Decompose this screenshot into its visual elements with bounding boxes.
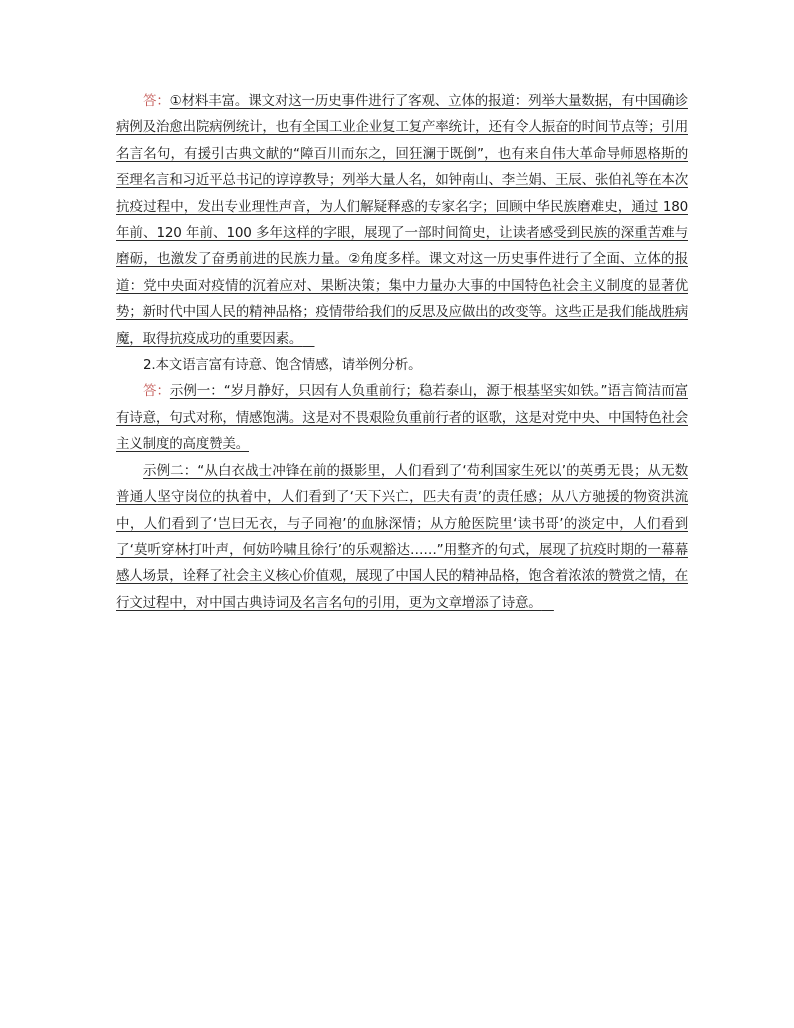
answer-1-text: ①材料丰富。课文对这一历史事件进行了客观、立体的报道：列举大量数据，有中国确诊病例及治愈出院病例统计，也有全国工业企业复工复产率统计，还有令人振奋的时间节点等；引用名言名句，有援引古典文献的“障百川而东之，回狂澜于既倒”，也有来自伟大革命导师恩格斯的至理名言和习近平总书记的谆谆教导；列举大量人名，如钟南山、李兰娟、王辰、张伯礼等在本次抗疫过程中，发出专业理性声音，为人们解疑释惑的专家名字；回顾中华民族磨难史，通过 180 年前、120 年前、100 多年这样的字眼，展现了一部时间简史，让读者感受到民族的深重苦难与磨砺，也激发了奋勇前进的民族力量。②角度多样。课文对这一历史事件进行了全面、立体的报道：党中央面对疫情的沉着应对、果断决策；集中力量办大事的中国特色社会主义制度的显著优势；新时代中国人民的精神品格；疫情带给我们的反思及应做出的改变等。这些正是我们能战胜病魔，取得抗疫成功的重要因素。 bbox=[116, 93, 688, 347]
answer-2-example-1-text: 示例一：“岁月静好，只因有人负重前行；稳若泰山，源于根基坚实如铁。”语言简洁而富有诗意，句式对称，情感饱满。这是对不畏艰险负重前行者的讴歌，这是对党中央、中国特色社会主义制度的高度赞美。 bbox=[116, 383, 688, 453]
document-content bbox=[116, 88, 688, 616]
answer-1-label: 答： bbox=[143, 93, 170, 109]
answer-2-example-2-text: 示例二：“从白衣战士冲锋在前的摄影里，人们看到了‘苟利国家生死以’的英勇无畏；从无数普通人坚守岗位的执着中，人们看到了‘天下兴亡，匹夫有责’的责任感；从八方驰援的物资洪流中，人们看到了‘岂曰无衣，与子同袍’的血脉深情；从方舱医院里‘读书哥’的淡定中，人们看到了‘莫听穿林打叶声，何妨吟啸且徐行’的乐观豁达……”用整齐的句式，展现了抗疫时期的一幕幕感人场景，诠释了社会主义核心价值观，展现了中国人民的精神品格，饱含着浓浓的赞赏之情，在行文过程中，对中国古典诗词及名言名句的引用，更为文章增添了诗意。 bbox=[116, 462, 688, 611]
question-2: 2.本文语言富有诗意、饱含情感，请举例分析。 bbox=[143, 357, 422, 374]
answer-2-label: 答： bbox=[143, 383, 170, 400]
answer-1-trailing-blank bbox=[302, 331, 314, 347]
answer-2-trailing-blank bbox=[542, 595, 554, 611]
answer-1-paragraph bbox=[116, 88, 688, 352]
answer-2-example-2-paragraph bbox=[116, 458, 688, 616]
answer-2-example-1-paragraph bbox=[116, 378, 688, 457]
